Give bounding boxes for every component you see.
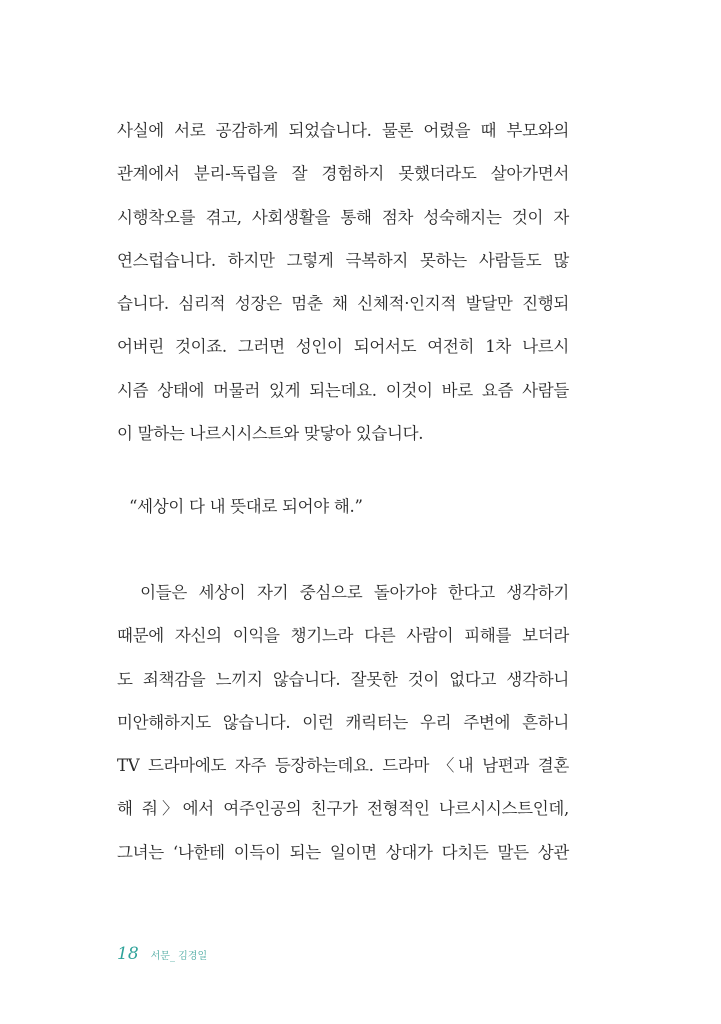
- page-number: 18: [117, 944, 139, 964]
- paragraph-line: 시행착오를 겪고, 사회생활을 통해 점차 성숙해지는 것이 자: [117, 207, 569, 227]
- running-head: 서문_ 김경일: [150, 951, 208, 962]
- paragraph-line: 때문에 자신의 이익을 챙기느라 다른 사람이 피해를 보더라: [117, 626, 569, 646]
- paragraph-line: 도 죄책감을 느끼지 않습니다. 잘못한 것이 없다고 생각하니: [117, 669, 569, 689]
- paragraph-line: 해 줘〉에서 여주인공의 친구가 전형적인 나르시시스트인데,: [117, 799, 569, 819]
- paragraph-line: 연스럽습니다. 하지만 그렇게 극복하지 못하는 사람들도 많: [117, 250, 569, 270]
- paragraph-line: 어버린 것이죠. 그러면 성인이 되어서도 여전히 1차 나르시: [117, 337, 569, 357]
- paragraph-line: 사실에 서로 공감하게 되었습니다. 물론 어렸을 때 부모와의: [117, 121, 569, 140]
- paragraph-line: 미안해하지도 않습니다. 이런 캐릭터는 우리 주변에 흔하니: [117, 712, 569, 732]
- paragraph-line: 습니다. 심리적 성장은 멈춘 채 신체적·인지적 발달만 진행되: [117, 294, 569, 314]
- paragraph-line: 관계에서 분리-독립을 잘 경험하지 못했더라도 살아가면서: [117, 164, 569, 184]
- paragraph-line: 이들은 세상이 자기 중심으로 돌아가야 한다고 생각하기: [117, 583, 569, 602]
- paragraph-2: [117, 571, 569, 874]
- page-footer: [117, 944, 207, 974]
- paragraph-line: 그녀는 ‘나한테 이득이 되는 일이면 상대가 다치든 말든 상관: [117, 842, 569, 862]
- paragraph-line: 이 말하는 나르시시스트와 맞닿아 있습니다.: [117, 424, 424, 444]
- paragraph-line: 시즘 상태에 머물러 있게 되는데요. 이것이 바로 요즘 사람들: [117, 380, 569, 400]
- paragraph-line: TV 드라마에도 자주 등장하는데요. 드라마 〈내 남편과 결혼: [117, 756, 569, 776]
- paragraph-1: [117, 109, 569, 455]
- quote: [117, 485, 569, 528]
- quote-line: “세상이 다 내 뜻대로 되어야 해.”: [129, 497, 363, 516]
